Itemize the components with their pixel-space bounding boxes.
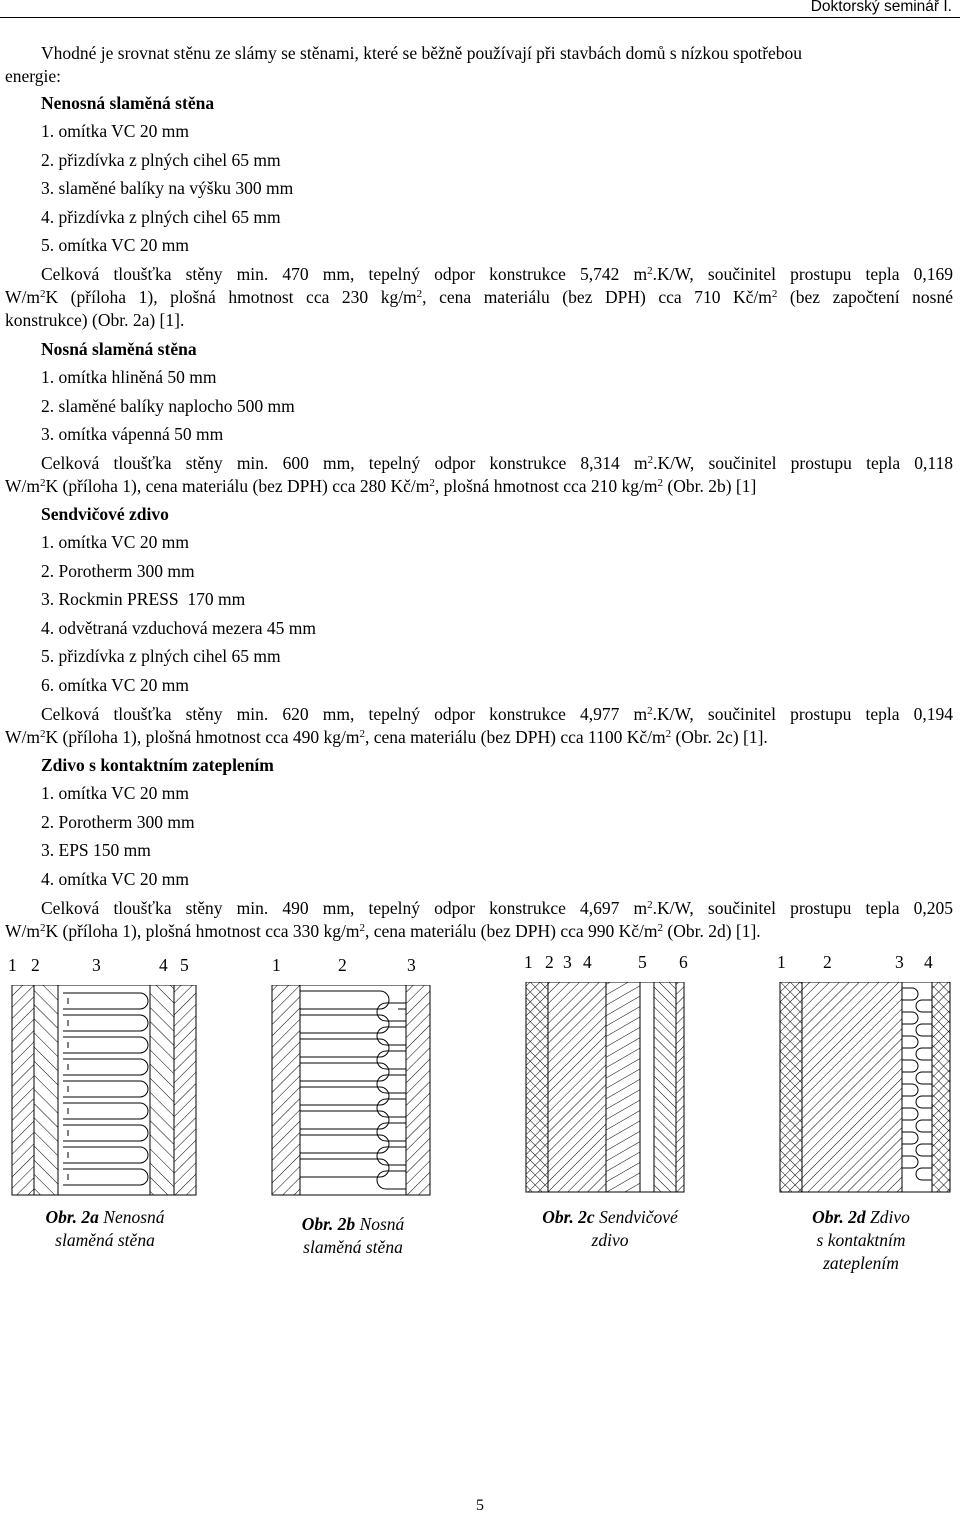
section-a-summary-line-3: konstrukce) (Obr. 2a) [1]. xyxy=(5,310,185,330)
figure-2d-drawing xyxy=(770,982,955,1197)
section-c-item: 5. přizdívka z plných cihel 65 mm xyxy=(41,646,281,666)
layer-number: 1 xyxy=(272,955,281,975)
layer-number: 4 xyxy=(583,952,592,972)
section-d-item: 2. Porotherm 300 mm xyxy=(41,812,195,832)
section-b-summary-line-1: Celková tloušťka stěny min. 600 mm, tepelný odpor konstrukce 8,314 $m^2.K/W$, součinitel prostupu tepla 0,118 xyxy=(41,453,953,473)
section-b-title: Nosná slaměná stěna xyxy=(41,339,197,359)
section-d-summary-line-1: Celková tloušťka stěny min. 490 mm, tepelný odpor konstrukce 4,697 $m^2.K/W$, součinitel prostupu tepla 0,205 xyxy=(41,898,953,918)
section-c-title: Sendvičové zdivo xyxy=(41,504,169,524)
layer-number: 3 xyxy=(895,952,904,972)
section-a-item: 2. přizdívka z plných cihel 65 mm xyxy=(41,150,281,170)
layer-number: 2 xyxy=(338,955,347,975)
section-c-summary-line-2: $W/m^2K$ (příloha 1), plošná hmotnost cca 490 $kg/m^2$, cena materiálu (bez DPH) cca 1100 $Kč/m^2$ (Obr. 2c) [1]. xyxy=(5,727,768,747)
section-b-summary-line-2: $W/m^2K$ (příloha 1), cena materiálu (bez DPH) cca 280 $Kč/m^2$, plošná hmotnost cca 210 $kg/m^2$ (Obr. 2b) [1] xyxy=(5,476,757,496)
layer-number: 3 xyxy=(563,952,572,972)
layer-number: 2 xyxy=(823,952,832,972)
layer-number: 3 xyxy=(407,955,416,975)
section-c-item: 6. omítka VC 20 mm xyxy=(41,675,189,695)
section-a-item: 1. omítka VC 20 mm xyxy=(41,121,189,141)
section-d-item: 3. EPS 150 mm xyxy=(41,840,151,860)
section-a-summary-line-2: $W/m^2K$ (příloha 1), plošná hmotnost cca 230 $kg/m^2$, cena materiálu (bez DPH) cca 710 $Kč/m^2$ (bez započtení nosné xyxy=(5,287,953,307)
figure-2a-drawing xyxy=(0,985,200,1200)
layer-number: 2 xyxy=(545,952,554,972)
section-c-item: 2. Porotherm 300 mm xyxy=(41,561,195,581)
section-c-item: 1. omítka VC 20 mm xyxy=(41,532,189,552)
header-rule xyxy=(0,17,960,18)
figure-2b-caption: Obr. 2b Nosná slaměná stěna xyxy=(301,1214,405,1257)
section-d-summary-line-2: $W/m^2K$ (příloha 1), plošná hmotnost cca 330 $kg/m^2$, cena materiálu (bez DPH) cca 990 $Kč/m^2$ (Obr. 2d) [1]. xyxy=(5,921,761,941)
section-b-item: 1. omítka hliněná 50 mm xyxy=(41,367,217,387)
section-d-title: Zdivo s kontaktním zateplením xyxy=(41,755,274,775)
section-b-item: 3. omítka vápenná 50 mm xyxy=(41,424,224,444)
layer-number: 1 xyxy=(777,952,786,972)
section-d-item: 4. omítka VC 20 mm xyxy=(41,869,189,889)
intro-line-1: Vhodné je srovnat stěnu ze slámy se stěnami, které se běžně používají při stavbách domů s nízkou spotřebou xyxy=(41,43,803,63)
figure-2d-caption: Obr. 2d Zdivo s kontaktním zateplením xyxy=(812,1207,910,1273)
section-c-item: 4. odvětraná vzduchová mezera 45 mm xyxy=(41,618,317,638)
page-number: 5 xyxy=(476,1497,484,1514)
figure-2c-caption: Obr. 2c Sendvičové zdivo xyxy=(542,1207,678,1250)
section-a-summary-line-1: Celková tloušťka stěny min. 470 mm, tepelný odpor konstrukce 5,742 $m^2.K/W$, součinitel prostupu tepla 0,169 xyxy=(41,264,953,284)
layer-number: 2 xyxy=(31,955,40,975)
running-header: Doktorský seminář I. xyxy=(811,0,952,18)
section-d-item: 1. omítka VC 20 mm xyxy=(41,783,189,803)
section-a-item: 5. omítka VC 20 mm xyxy=(41,235,189,255)
section-c-summary-line-1: Celková tloušťka stěny min. 620 mm, tepelný odpor konstrukce 4,977 $m^2.K/W$, součinitel prostupu tepla 0,194 xyxy=(41,704,953,724)
figure-2a-caption: Obr. 2a Nenosná slaměná stěna xyxy=(45,1207,165,1250)
section-a-item: 4. přizdívka z plných cihel 65 mm xyxy=(41,207,281,227)
layer-number: 5 xyxy=(180,955,189,975)
intro-line-2: energie: xyxy=(5,66,62,86)
layer-number: 1 xyxy=(524,952,533,972)
section-c-item: 3. Rockmin PRESS 170 mm xyxy=(41,589,246,609)
layer-number: 4 xyxy=(924,952,933,972)
layer-number: 1 xyxy=(8,955,17,975)
figure-2c-drawing xyxy=(520,982,690,1197)
figure-2b-drawing xyxy=(266,985,436,1200)
layer-number: 6 xyxy=(679,952,688,972)
section-a-title: Nenosná slaměná stěna xyxy=(41,93,215,113)
section-b-item: 2. slaměné balíky naplocho 500 mm xyxy=(41,396,295,416)
section-a-item: 3. slaměné balíky na výšku 300 mm xyxy=(41,178,294,198)
layer-number: 5 xyxy=(638,952,647,972)
layer-number: 3 xyxy=(92,955,101,975)
layer-number: 4 xyxy=(159,955,168,975)
